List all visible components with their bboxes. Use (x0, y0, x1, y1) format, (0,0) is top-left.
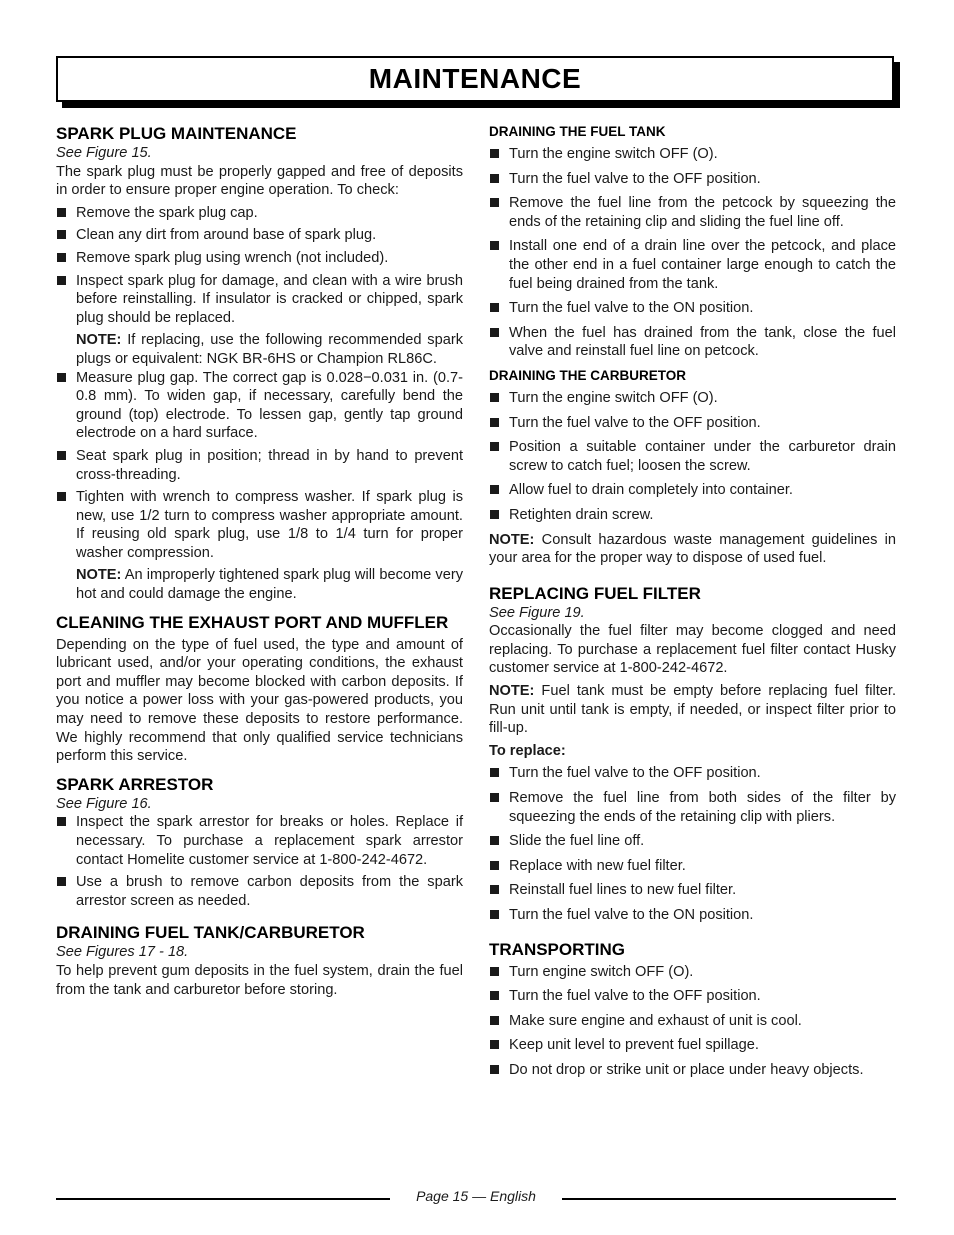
draining-tank-heading: DRAINING THE FUEL TANK (489, 124, 666, 139)
list-item: Turn the fuel valve to the OFF position. (489, 987, 896, 1006)
list-item: Turn the fuel valve to the OFF position. (489, 170, 896, 189)
bullet-square-icon (490, 442, 499, 451)
bullet-square-icon (490, 768, 499, 777)
draining-body: To help prevent gum deposits in the fuel system, drain the fuel from the tank and carburetor before storing. (56, 962, 463, 998)
bullet-square-icon (57, 373, 66, 382)
list-item: Turn the engine switch OFF (O). (489, 145, 896, 164)
bullet-square-icon (490, 418, 499, 427)
list-item: Remove the fuel line from the petcock by squeezing the ends of the retaining clip and sliding the fuel line off. (489, 194, 896, 231)
draining-heading: DRAINING FUEL TANK/CARBURETOR (56, 923, 365, 943)
exhaust-heading: CLEANING THE EXHAUST PORT AND MUFFLER (56, 612, 449, 632)
left-column (56, 123, 463, 999)
list-item: Turn the fuel valve to the ON position. (489, 906, 896, 925)
bullet-square-icon (490, 793, 499, 802)
spark-arrestor-heading: SPARK ARRESTOR (56, 774, 214, 794)
transporting-list (489, 963, 896, 1080)
footer-rule-left (56, 1198, 390, 1200)
carburetor-note: NOTE: Consult hazardous waste management guidelines in your area for the proper way to dispose of used fuel. (489, 531, 896, 567)
list-item: Clean any dirt from around base of spark plug. (56, 226, 463, 245)
transporting-heading: TRANSPORTING (489, 939, 625, 959)
list-item: Install one end of a drain line over the petcock, and place the other end in a fuel container large enough to catch the fuel being drained from the tank. (489, 237, 896, 293)
bullet-square-icon (490, 174, 499, 183)
fuel-filter-list (489, 764, 896, 924)
spark-plug-intro: The spark plug must be properly gapped and free of deposits in order to ensure proper engine operation. To check: (56, 163, 463, 199)
bullet-square-icon (57, 877, 66, 886)
bullet-square-icon (490, 861, 499, 870)
list-item: Remove the fuel line from both sides of the filter by squeezing the ends of the retaining clip with pliers. (489, 789, 896, 826)
spark-plug-list-2 (56, 369, 463, 563)
spark-plug-figure-ref: See Figure 15. (56, 145, 152, 161)
list-item: Make sure engine and exhaust of unit is cool. (489, 1012, 896, 1031)
draining-carburetor-heading: DRAINING THE CARBURETOR (489, 367, 687, 383)
footer-rule-right (562, 1198, 896, 1200)
list-item: Turn the fuel valve to the OFF position. (489, 764, 896, 783)
list-item: Do not drop or strike unit or place under heavy objects. (489, 1061, 896, 1080)
page-title-box (56, 56, 894, 102)
list-item: Inspect the spark arrestor for breaks or holes. Replace if necessary. To purchase a replacement spark arrestor contact Homelite customer service at 1-800-242-4672. (56, 813, 463, 869)
list-item: Use a brush to remove carbon deposits from the spark arrestor screen as needed. (56, 873, 463, 910)
list-item: Turn the fuel valve to the ON position. (489, 299, 896, 318)
list-item: Seat spark plug in position; thread in by hand to prevent cross-threading. (56, 447, 463, 484)
list-item: Inspect spark plug for damage, and clean with a wire brush before reinstalling. If insulator is cracked or chipped, spark plug should be replaced. (56, 272, 463, 328)
draining-figure-ref: See Figures 17 - 18. (56, 944, 189, 961)
list-item: Replace with new fuel filter. (489, 857, 896, 876)
bullet-square-icon (490, 885, 499, 894)
bullet-square-icon (490, 1016, 499, 1025)
bullet-square-icon (57, 208, 66, 217)
exhaust-body: Depending on the type of fuel used, the type and amount of lubricant used, and/or your operating conditions, the exhaust port and muffler may become blocked with carbon deposits. If you notice a power loss with your gas-powered products, you may need to remove these deposits to restore performance. We highly recommend that only qualified service technicians perform this service. (56, 636, 463, 765)
bullet-square-icon (490, 1065, 499, 1074)
spark-plug-note-replace: NOTE: If replacing, use the following recommended spark plugs or equivalent: NGK BR-6HS or Champion RL86C. (76, 332, 463, 367)
bullet-square-icon (490, 149, 499, 158)
page-title: MAINTENANCE (368, 63, 582, 94)
bullet-square-icon (490, 198, 499, 207)
bullet-square-icon (490, 967, 499, 976)
spark-plug-note-tighten: NOTE: An improperly tightened spark plug will become very hot and could damage the engine. (76, 567, 463, 603)
list-item: When the fuel has drained from the tank, close the fuel valve and reinstall fuel line on petcock. (489, 324, 896, 361)
spark-arrestor-figure-ref: See Figure 16. (56, 795, 152, 812)
list-item: Reinstall fuel lines to new fuel filter. (489, 881, 896, 900)
bullet-square-icon (490, 241, 499, 250)
bullet-square-icon (490, 910, 499, 919)
fuel-filter-body: Occasionally the fuel filter may become clogged and need replacing. To purchase a replacement fuel filter contact Husky customer service at 1-800-242-4672. (489, 623, 896, 677)
list-item: Keep unit level to prevent fuel spillage. (489, 1036, 896, 1055)
list-item: Remove the spark plug cap. (56, 204, 463, 223)
spark-arrestor-list (56, 813, 463, 910)
fuel-filter-heading: REPLACING FUEL FILTER (489, 583, 701, 603)
fuel-filter-subheading: To replace: (489, 742, 566, 759)
bullet-square-icon (57, 451, 66, 460)
spark-plug-list (56, 204, 463, 328)
draining-carburetor-list (489, 389, 896, 525)
list-item: Tighten with wrench to compress washer. If spark plug is new, use 1/2 turn to compress washer appropriate amount. If reusing old spark plug, use 1/8 to 1/4 turn for proper washer compression. (56, 488, 463, 562)
bullet-square-icon (490, 485, 499, 494)
bullet-square-icon (490, 991, 499, 1000)
spark-plug-heading: SPARK PLUG MAINTENANCE (56, 124, 297, 143)
list-item: Slide the fuel line off. (489, 832, 896, 851)
list-item: Allow fuel to drain completely into container. (489, 481, 896, 500)
bullet-square-icon (490, 836, 499, 845)
bullet-square-icon (57, 492, 66, 501)
fuel-filter-note: NOTE: Fuel tank must be empty before replacing fuel filter. Run unit until tank is empty, if needed, or inspect filter prior to fill-up. (489, 683, 896, 737)
list-item: Measure plug gap. The correct gap is 0.028−0.031 in. (0.7-0.8 mm). To widen gap, if necessary, carefully bend the ground (top) electrode. To lessen gap, gently tap ground electrode on a hard surface. (56, 369, 463, 443)
bullet-square-icon (57, 817, 66, 826)
list-item: Turn engine switch OFF (O). (489, 963, 896, 982)
right-column (489, 123, 896, 1086)
list-item: Remove spark plug using wrench (not included). (56, 249, 463, 268)
list-item: Position a suitable container under the carburetor drain screw to catch fuel; loosen the screw. (489, 438, 896, 475)
draining-tank-list (489, 145, 896, 361)
fuel-filter-figure-ref: See Figure 19. (489, 604, 585, 621)
list-item: Retighten drain screw. (489, 506, 896, 525)
bullet-square-icon (57, 253, 66, 262)
bullet-square-icon (490, 328, 499, 337)
list-item: Turn the fuel valve to the OFF position. (489, 414, 896, 433)
page-number: Page 15 — English (416, 1188, 536, 1204)
bullet-square-icon (490, 510, 499, 519)
bullet-square-icon (57, 276, 66, 285)
bullet-square-icon (490, 393, 499, 402)
bullet-square-icon (490, 303, 499, 312)
list-item: Turn the engine switch OFF (O). (489, 389, 896, 408)
bullet-square-icon (490, 1040, 499, 1049)
bullet-square-icon (57, 230, 66, 239)
